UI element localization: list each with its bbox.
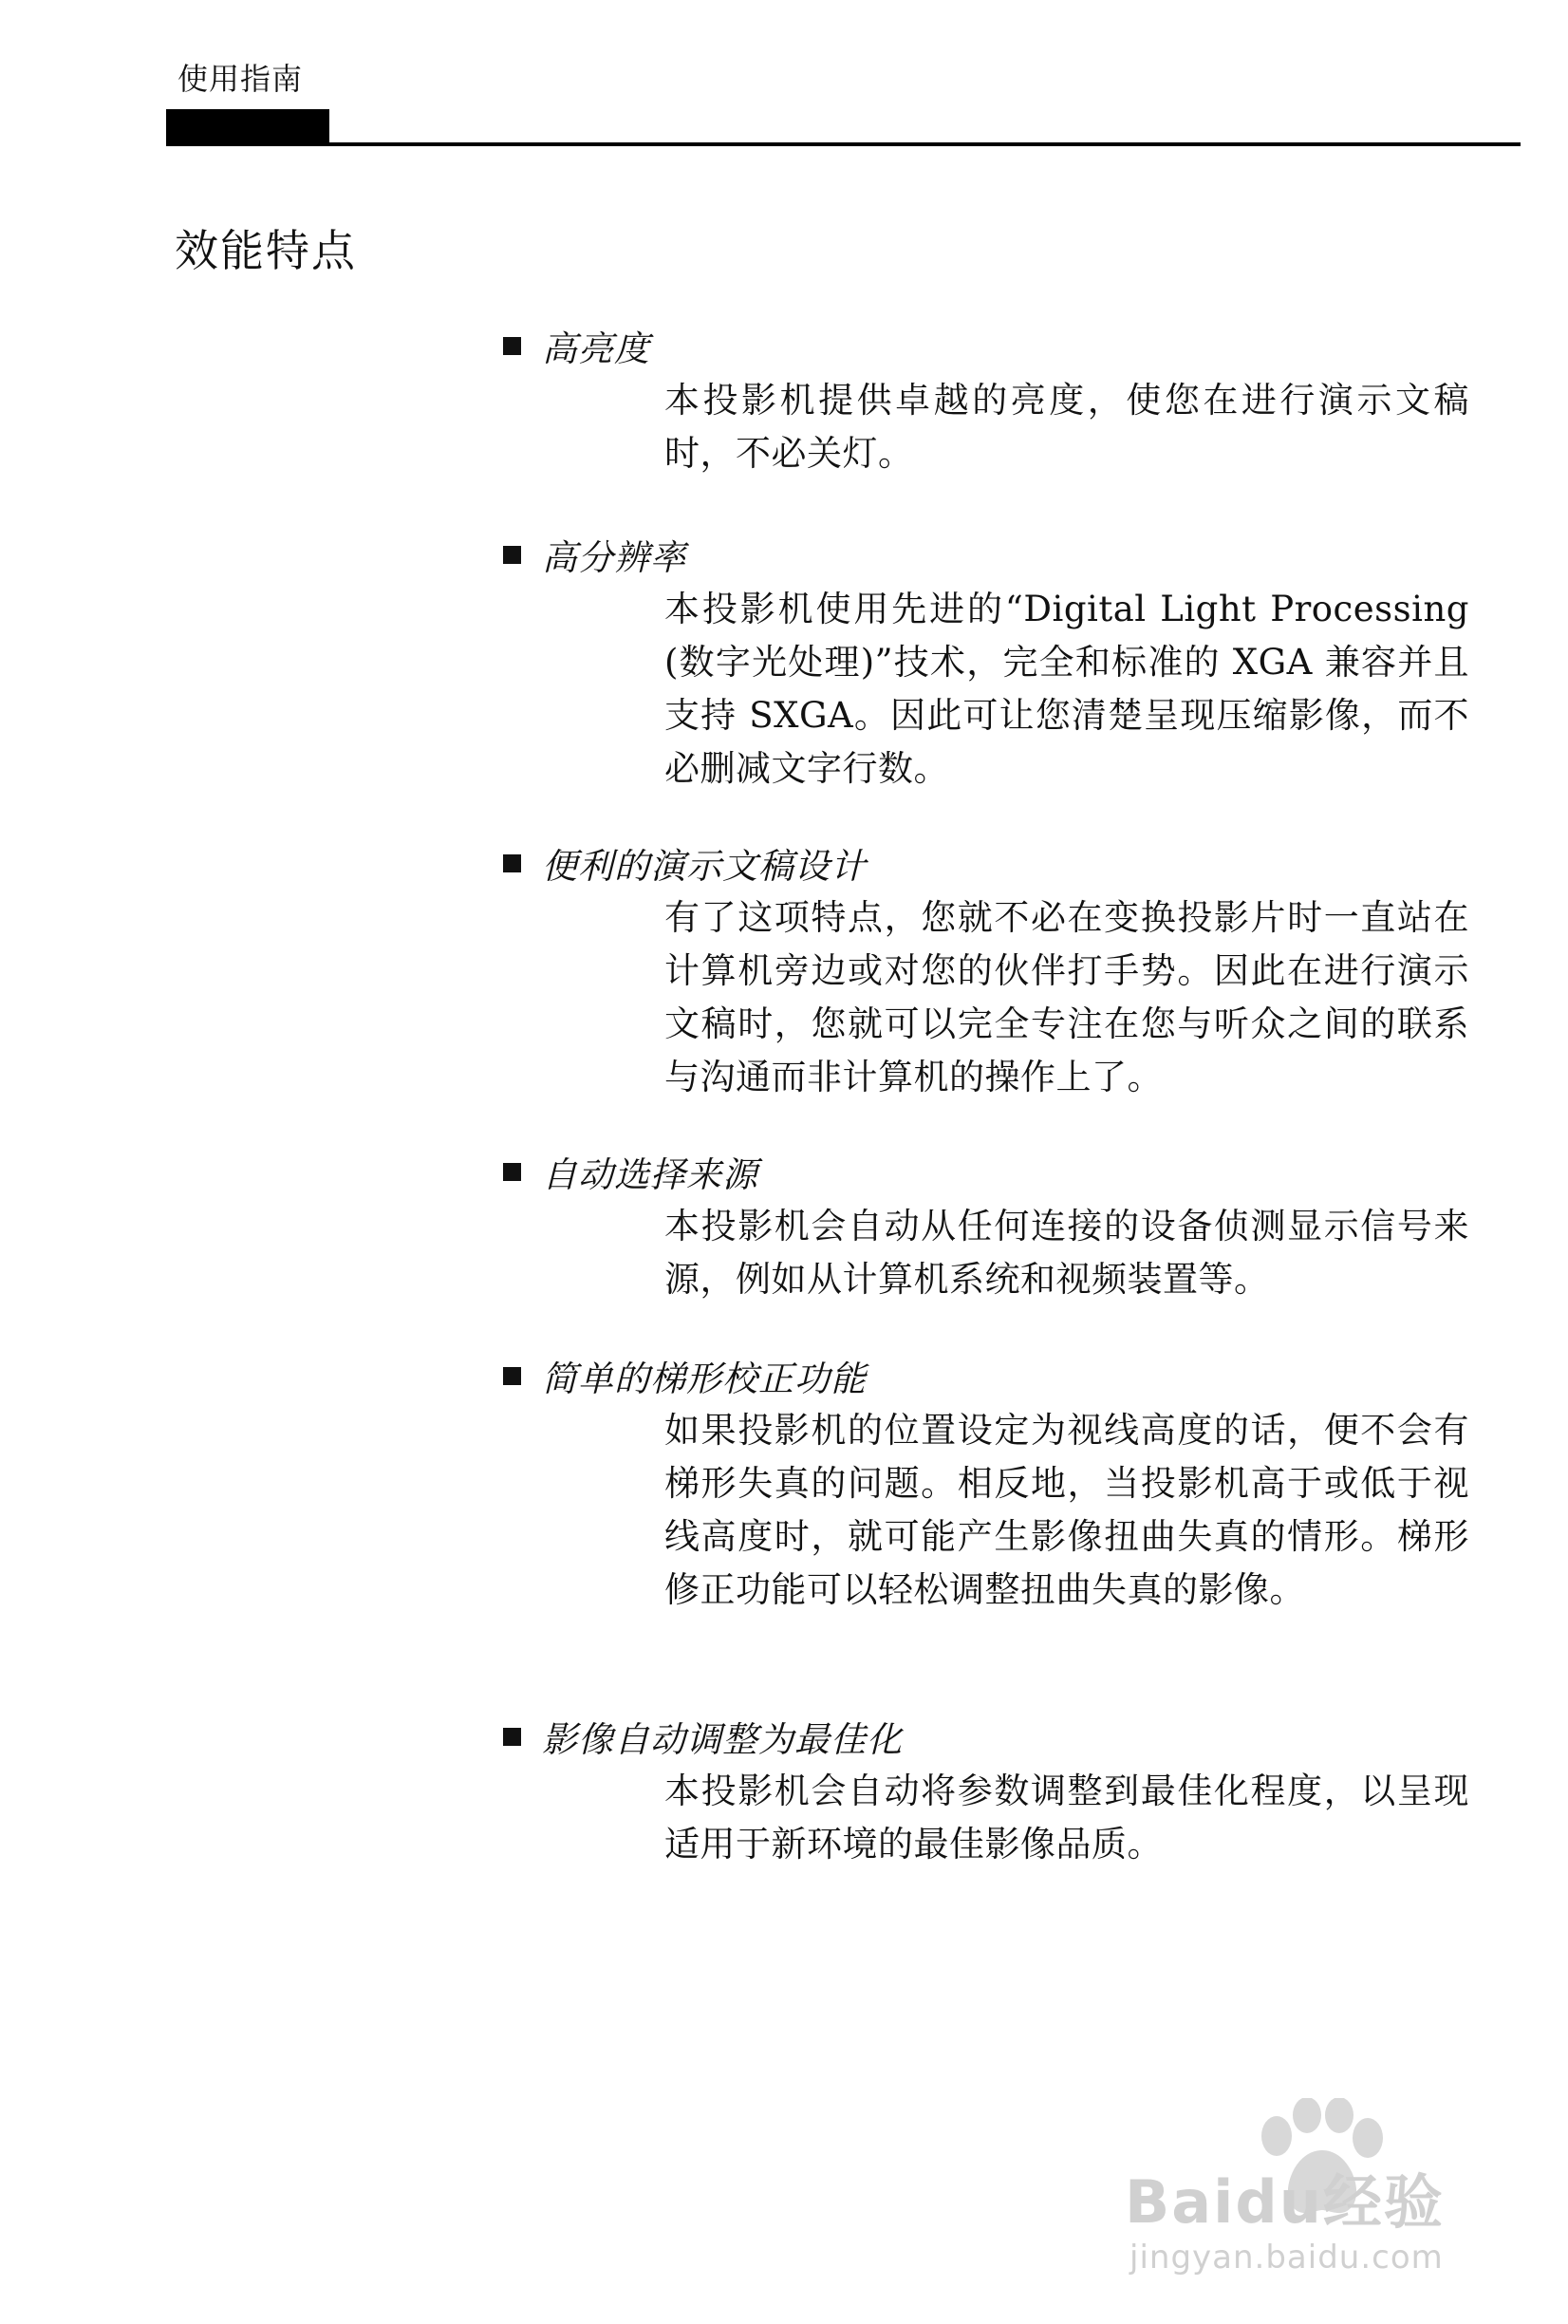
feature-item — [501, 840, 1469, 1104]
feature-item — [501, 532, 1469, 796]
feature-description: 如果投影机的位置设定为视线高度的话，便不会有梯形失真的问题。相反地，当投影机高于或低于视线高度时，就可能产生影像扭曲失真的情形。梯形修正功能可以轻松调整扭曲失真的影像。 — [664, 1410, 1469, 1610]
header-black-tab — [166, 109, 329, 143]
square-bullet-icon — [503, 1367, 521, 1385]
feature-description: 有了这项特点，您就不必在变换投影片时一直站在计算机旁边或对您的伙伴打手势。因此在进行演示文稿时，您就可以完全专注在您与听众之间的联系与沟通而非计算机的操作上了。 — [664, 897, 1469, 1097]
feature-heading — [501, 1353, 1469, 1398]
feature-title: 自动选择来源 — [542, 1154, 758, 1195]
feature-description: 本投影机提供卓越的亮度，使您在进行演示文稿时，不必关灯。 — [664, 380, 1469, 474]
square-bullet-icon — [503, 546, 521, 564]
section-title: 效能特点 — [175, 225, 357, 276]
feature-description: 本投影机会自动将参数调整到最佳化程度，以呈现适用于新环境的最佳影像品质。 — [664, 1771, 1469, 1865]
square-bullet-icon — [503, 337, 521, 355]
feature-title: 便利的演示文稿设计 — [542, 846, 867, 887]
feature-title: 影像自动调整为最佳化 — [542, 1719, 903, 1760]
feature-heading — [501, 1714, 1469, 1759]
header-rule — [166, 142, 1521, 146]
feature-title: 高亮度 — [542, 328, 650, 369]
feature-item — [501, 1714, 1469, 1871]
square-bullet-icon — [503, 1728, 521, 1746]
baidu-watermark — [1115, 2098, 1514, 2288]
square-bullet-icon — [503, 1163, 521, 1181]
feature-title: 简单的梯形校正功能 — [542, 1359, 867, 1399]
feature-heading — [501, 323, 1469, 368]
square-bullet-icon — [503, 854, 521, 872]
feature-title: 高分辨率 — [542, 537, 686, 578]
feature-heading — [501, 532, 1469, 577]
feature-description: 本投影机使用先进的“Digital Light Processing (数字光处理)”技术，完全和标准的 XGA 兼容并且支持 SXGA。因此可让您清楚呈现压缩影像，而不必删减文字行数。 — [664, 589, 1469, 789]
feature-item — [501, 1149, 1469, 1306]
feature-heading — [501, 840, 1469, 886]
running-header: 使用指南 — [177, 61, 304, 97]
feature-item — [501, 1353, 1469, 1617]
feature-description: 本投影机会自动从任何连接的设备侦测显示信号来源，例如从计算机系统和视频装置等。 — [664, 1206, 1469, 1300]
feature-item — [501, 323, 1469, 480]
watermark-url: jingyan.baidu.com — [1129, 2239, 1444, 2277]
watermark-brand: Baidu经验 — [1125, 2167, 1445, 2237]
feature-heading — [501, 1149, 1469, 1194]
